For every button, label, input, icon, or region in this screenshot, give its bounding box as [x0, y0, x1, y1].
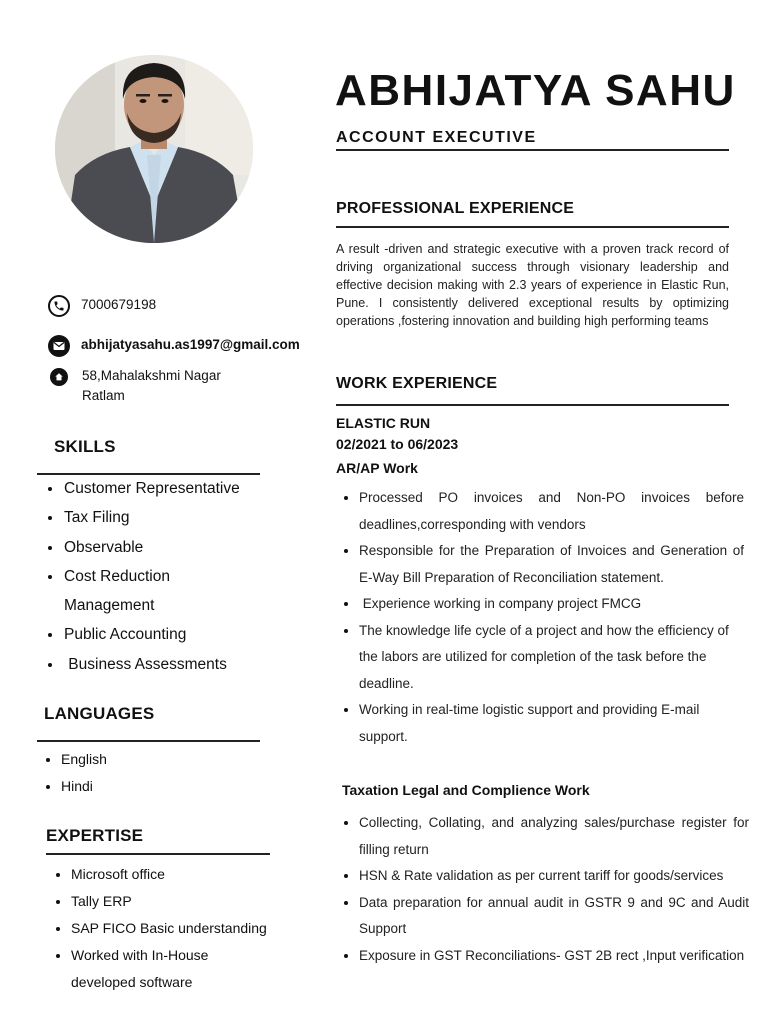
- title-divider: [336, 149, 729, 151]
- expertise-item: Tally ERP: [71, 888, 267, 915]
- address-line-1: 58,Mahalakshmi Nagar: [82, 368, 221, 383]
- contact-phone: [48, 295, 156, 317]
- candidate-name: ABHIJATYA SAHU: [335, 66, 736, 115]
- language-item: Hindi: [61, 773, 107, 800]
- tax-bullet: HSN & Rate validation as per current tariff for goods/services: [359, 863, 749, 890]
- expertise-item: Worked with In-House: [71, 942, 267, 969]
- professional-summary: A result -driven and strategic executive with a proven track record of driving organizational success through visionary leadership and effective decision making with 2.3 years of experience in Elastic Run, Pune. I consistently delivered exceptional results by optimizing operations ,fostering innovation and building high performing teams: [336, 242, 729, 328]
- work-bullet: Responsible for the Preparation of Invoices and Generation of E-Way Bill Preparation of Reconciliation statement.: [359, 538, 744, 591]
- phone-number[interactable]: 7000679198: [81, 297, 157, 312]
- expertise-item-continued: developed software: [71, 974, 193, 990]
- languages-list: [61, 746, 107, 800]
- professional-divider: [336, 226, 729, 228]
- tax-bullet: Exposure in GST Reconciliations- GST 2B rect ,Input verification: [359, 943, 749, 970]
- taxation-heading: Taxation Legal and Complience Work: [342, 782, 590, 798]
- email-icon: [48, 335, 70, 357]
- job-role: AR/AP Work: [336, 460, 418, 476]
- skill-item: Business Assessments: [64, 650, 240, 679]
- expertise-item: SAP FICO Basic understanding: [71, 915, 267, 942]
- skill-item: Cost Reduction: [64, 562, 240, 591]
- skills-heading: SKILLS: [54, 437, 116, 456]
- work-bullet: Experience working in company project FMCG: [359, 591, 744, 618]
- profile-photo: [55, 55, 253, 243]
- tax-bullet: Data preparation for annual audit in GSTR 9 and 9C and Audit Support: [359, 890, 749, 943]
- skill-item-continued: Management: [64, 597, 155, 615]
- skill-item: Public Accounting: [64, 620, 240, 649]
- work-bullet: The knowledge life cycle of a project and how the efficiency of the labors are utilized for completion of the task before the deadline.: [359, 618, 744, 698]
- job-dates: 02/2021 to 06/2023: [336, 436, 459, 452]
- expertise-list: [71, 861, 267, 996]
- location-icon: [50, 368, 68, 386]
- work-bullet: Processed PO invoices and Non-PO invoices before deadlines,corresponding with vendors: [359, 485, 744, 538]
- languages-divider: [37, 740, 260, 742]
- expertise-item: Microsoft office: [71, 861, 267, 888]
- candidate-title: ACCOUNT EXECUTIVE: [336, 129, 537, 146]
- languages-heading: LANGUAGES: [44, 704, 155, 723]
- address-line-2: Ratlam: [82, 388, 125, 403]
- phone-icon: [48, 295, 70, 317]
- expertise-divider: [46, 853, 270, 855]
- email-address[interactable]: abhijatyasahu.as1997@gmail.com: [81, 337, 300, 352]
- skill-item: Observable: [64, 533, 240, 562]
- address-text: [82, 366, 221, 406]
- job-company: ELASTIC RUN: [336, 415, 431, 431]
- work-bullet: Working in real-time logistic support and providing E-mail support.: [359, 697, 744, 750]
- professional-heading: PROFESSIONAL EXPERIENCE: [336, 200, 575, 217]
- skills-list: [64, 474, 240, 679]
- work-heading: WORK EXPERIENCE: [336, 375, 498, 392]
- work-divider: [336, 404, 729, 406]
- contact-email: [48, 335, 300, 357]
- language-item: English: [61, 746, 107, 773]
- skill-item: Tax Filing: [64, 503, 240, 532]
- expertise-heading: EXPERTISE: [46, 826, 144, 845]
- skill-item: Customer Representative: [64, 474, 240, 503]
- work-bullets: [359, 485, 744, 750]
- tax-bullet: Collecting, Collating, and analyzing sales/purchase register for filling return: [359, 810, 749, 863]
- profile-photo-image: [55, 55, 253, 243]
- contact-address: [48, 366, 221, 406]
- tax-bullets: [359, 810, 749, 969]
